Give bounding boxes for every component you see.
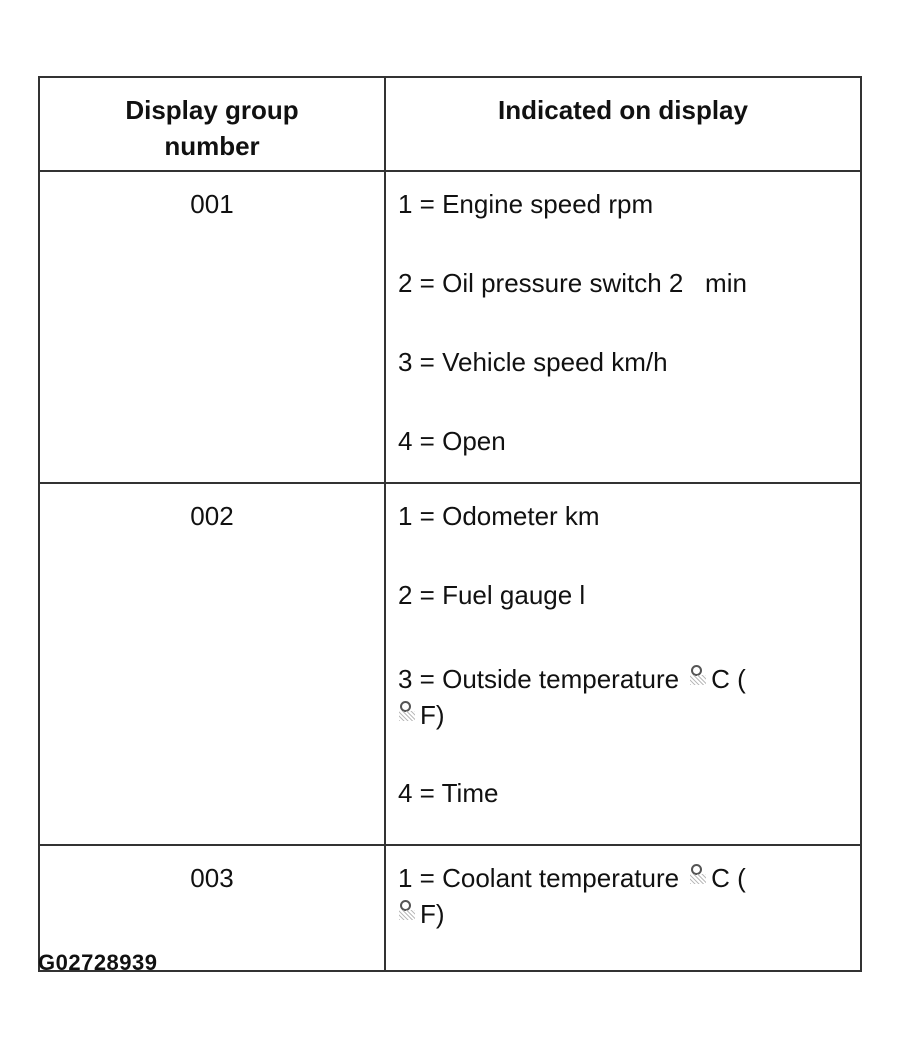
item-text: 1 = Coolant temperature bbox=[398, 863, 680, 893]
list-item-temperature bbox=[398, 860, 850, 932]
unit-celsius: C ( bbox=[711, 664, 746, 694]
display-group-table bbox=[38, 76, 862, 972]
degree-symbol-icon bbox=[689, 661, 709, 687]
degree-symbol-icon bbox=[398, 697, 418, 723]
table-header-row bbox=[39, 77, 861, 171]
list-item: 3 = Vehicle speed km/h bbox=[398, 347, 668, 377]
list-item: 4 = Time bbox=[398, 778, 499, 808]
group-number-cell: 001 bbox=[39, 171, 385, 483]
list-item: 2 = Oil pressure switch 2 min bbox=[398, 268, 747, 298]
unit-fahrenheit: F) bbox=[420, 899, 445, 929]
unit-celsius: C ( bbox=[711, 863, 746, 893]
item-text: 3 = Outside temperature bbox=[398, 664, 680, 694]
table-row bbox=[39, 171, 861, 483]
list-item: 2 = Fuel gauge l bbox=[398, 580, 586, 610]
indicated-cell bbox=[385, 845, 861, 971]
degree-symbol-icon bbox=[398, 896, 418, 922]
figure-id: G02728939 bbox=[38, 950, 158, 975]
list-item-temperature bbox=[398, 661, 850, 733]
indicated-cell bbox=[385, 171, 861, 483]
unit-fahrenheit: F) bbox=[420, 700, 445, 730]
table-row bbox=[39, 845, 861, 971]
list-item: 1 = Engine speed rpm bbox=[398, 189, 654, 219]
table-row bbox=[39, 483, 861, 845]
header-indicated-on-display: Indicated on display bbox=[385, 77, 861, 171]
group-number-cell: 002 bbox=[39, 483, 385, 845]
degree-symbol-icon bbox=[689, 860, 709, 886]
list-item: 4 = Open bbox=[398, 426, 506, 456]
indicated-cell bbox=[385, 483, 861, 845]
list-item: 1 = Odometer km bbox=[398, 501, 600, 531]
header-display-group-number bbox=[39, 77, 385, 171]
header-group-line-1: Display group bbox=[125, 95, 299, 125]
header-group-line-2: number bbox=[164, 131, 260, 161]
group-number-cell: 003 bbox=[39, 845, 385, 971]
